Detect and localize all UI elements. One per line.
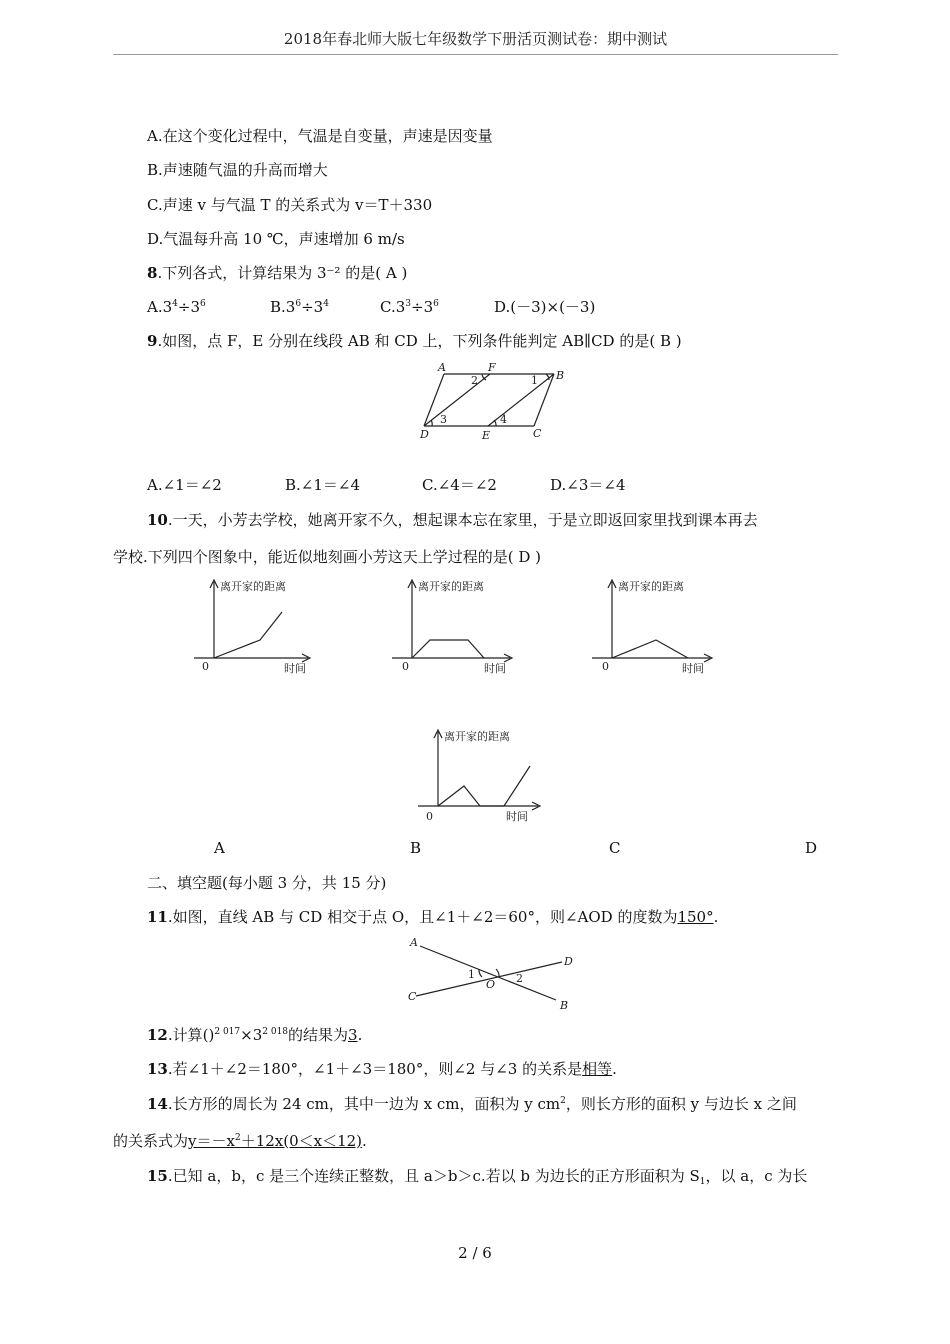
graph-c-line <box>612 640 688 658</box>
q11-intersecting-lines-figure <box>404 934 584 1014</box>
line-ab <box>420 946 556 1000</box>
q9-option-a: A.∠1＝∠2 <box>147 476 222 494</box>
q9-question <box>147 331 682 351</box>
q10-label-b: B <box>410 839 422 857</box>
q8-number: 8 <box>147 264 158 282</box>
graph-b-line <box>412 640 484 658</box>
angle-4-label: 4 <box>500 413 507 426</box>
q9-option-b: B.∠1＝∠4 <box>285 476 361 494</box>
graph-a-origin: 0 <box>202 660 209 673</box>
graph-a-xlabel: 时间 <box>284 662 306 675</box>
q8-option-a: $A.3^4\div 3^6$ <box>147 298 206 316</box>
q10-graph-b <box>388 576 518 678</box>
graph-d-line <box>438 766 530 806</box>
q8-text: .下列各式，计算结果为 3⁻² 的是( A ) <box>157 264 408 282</box>
q11-text: .如图，直线 AB 与 CD 相交于点 O，且∠1＋∠2＝60°，则∠AOD 的度数为 <box>167 908 678 926</box>
label-c: C <box>533 427 542 440</box>
q12-number: 12 <box>147 1026 168 1044</box>
label-b: B <box>556 369 565 382</box>
q13-number: 13 <box>147 1060 168 1078</box>
angle-2-label: 2 <box>471 374 478 387</box>
label-o: O <box>486 978 496 991</box>
graph-c-origin: 0 <box>602 660 609 673</box>
q8-option-b: $B.3^6\div 3^4$ <box>270 298 329 316</box>
graph-c-xlabel: 时间 <box>682 662 704 675</box>
q8-option-d: D.(－3)×(－3) <box>494 298 596 316</box>
graph-b-ylabel: 离开家的距离 <box>418 580 484 593</box>
q15-question: 15.已知 a，b，c 是三个连续正整数，且 a＞b＞c.若以 b 为边长的正方形面积为 $S_1$，以 a，c 为长 <box>147 1167 808 1187</box>
q9-number: 9 <box>147 332 158 350</box>
graph-a-line <box>214 612 282 658</box>
q10-graph-c <box>588 576 718 678</box>
q9-text: .如图，点 F，E 分别在线段 AB 和 CD 上，下列条件能判定 AB∥CD 的是( B ) <box>157 332 682 350</box>
q7-option-a: A.在这个变化过程中，气温是自变量，声速是因变量 <box>147 127 493 145</box>
label-a: A <box>438 361 446 374</box>
angle-2-label: 2 <box>516 972 523 985</box>
graph-c-ylabel: 离开家的距离 <box>618 580 684 593</box>
q10-graph-d <box>412 726 552 828</box>
q14-answer: $y=-x^2+12x(0<x<12)$ <box>188 1132 363 1150</box>
graph-d-origin: 0 <box>426 810 433 823</box>
label-e: E <box>482 429 491 442</box>
q11-answer: 150° <box>677 908 714 926</box>
q14-question-line2: 的关系式为$y=-x^2+12x(0<x<12)$. <box>113 1132 367 1150</box>
label-d: D <box>564 955 573 968</box>
q10-label-a: A <box>214 839 225 857</box>
angle-3-label: 3 <box>440 413 447 426</box>
q13-answer: 相等 <box>582 1060 613 1078</box>
q7-option-d: D.气温每升高 10 ℃，声速增加 6 m/s <box>147 230 405 248</box>
section-2-title: 二、填空题(每小题 3 分，共 15 分) <box>147 874 387 892</box>
label-a: A <box>410 936 418 949</box>
q9-option-c: C.∠4＝∠2 <box>422 476 497 494</box>
q11-question: 11.如图，直线 AB 与 CD 相交于点 O，且∠1＋∠2＝60°，则∠AOD 的度数为150°. <box>147 908 719 926</box>
q7-option-c: C.声速 v 与气温 T 的关系式为 v＝T＋330 <box>147 196 433 214</box>
angle-1-label: 1 <box>468 968 475 981</box>
graph-b-xlabel: 时间 <box>484 662 506 675</box>
q10-question-line2: 学校.下列四个图象中，能近似地刻画小芳这天上学过程的是( D ) <box>113 548 542 566</box>
q11-number: 11 <box>147 908 168 926</box>
page-header: 2018年春北师大版七年级数学下册活页测试卷：期中测试 <box>113 28 838 55</box>
graph-d-xlabel: 时间 <box>506 810 528 823</box>
label-d: D <box>420 428 429 441</box>
q13-question: 13.若∠1＋∠2＝180°，∠1＋∠3＝180°，则∠2 与∠3 的关系是相等. <box>147 1060 617 1078</box>
q8-option-c: $C.3^3\div 3^6$ <box>380 298 439 316</box>
q8-question <box>147 263 407 283</box>
graph-d-ylabel: 离开家的距离 <box>444 730 510 743</box>
q12-answer: 3 <box>348 1026 358 1044</box>
q10-number: 10 <box>147 511 168 529</box>
label-f: F <box>488 361 496 374</box>
graph-a-ylabel: 离开家的距离 <box>220 580 286 593</box>
q10-label-d: D <box>805 839 818 857</box>
graph-b-origin: 0 <box>402 660 409 673</box>
q12-question: 12.计算$()^{2 017}\times 3^{2 018}$的结果为3. <box>147 1026 363 1044</box>
label-b: B <box>560 999 569 1012</box>
q9-parallelogram-figure <box>410 360 580 444</box>
q7-option-b: B.声速随气温的升高而增大 <box>147 161 328 179</box>
q10-question-line1 <box>147 510 758 530</box>
label-c: C <box>408 990 417 1003</box>
page-number: 2 / 6 <box>458 1244 492 1262</box>
q15-number: 15 <box>147 1167 168 1185</box>
q10-label-c: C <box>609 839 621 857</box>
angle-1-label: 1 <box>531 374 538 387</box>
q14-question-line1: 14.长方形的周长为 24 cm，其中一边为 x cm，面积为 y $cm^2$，则长方形的面积 y 与边长 x 之间 <box>147 1095 797 1113</box>
q9-option-d: D.∠3＝∠4 <box>550 476 626 494</box>
q10-graph-a <box>190 576 320 678</box>
q14-number: 14 <box>147 1095 168 1113</box>
q10-text1: .一天，小芳去学校，她离开家不久，想起课本忘在家里，于是立即返回家里找到课本再去 <box>167 511 758 529</box>
